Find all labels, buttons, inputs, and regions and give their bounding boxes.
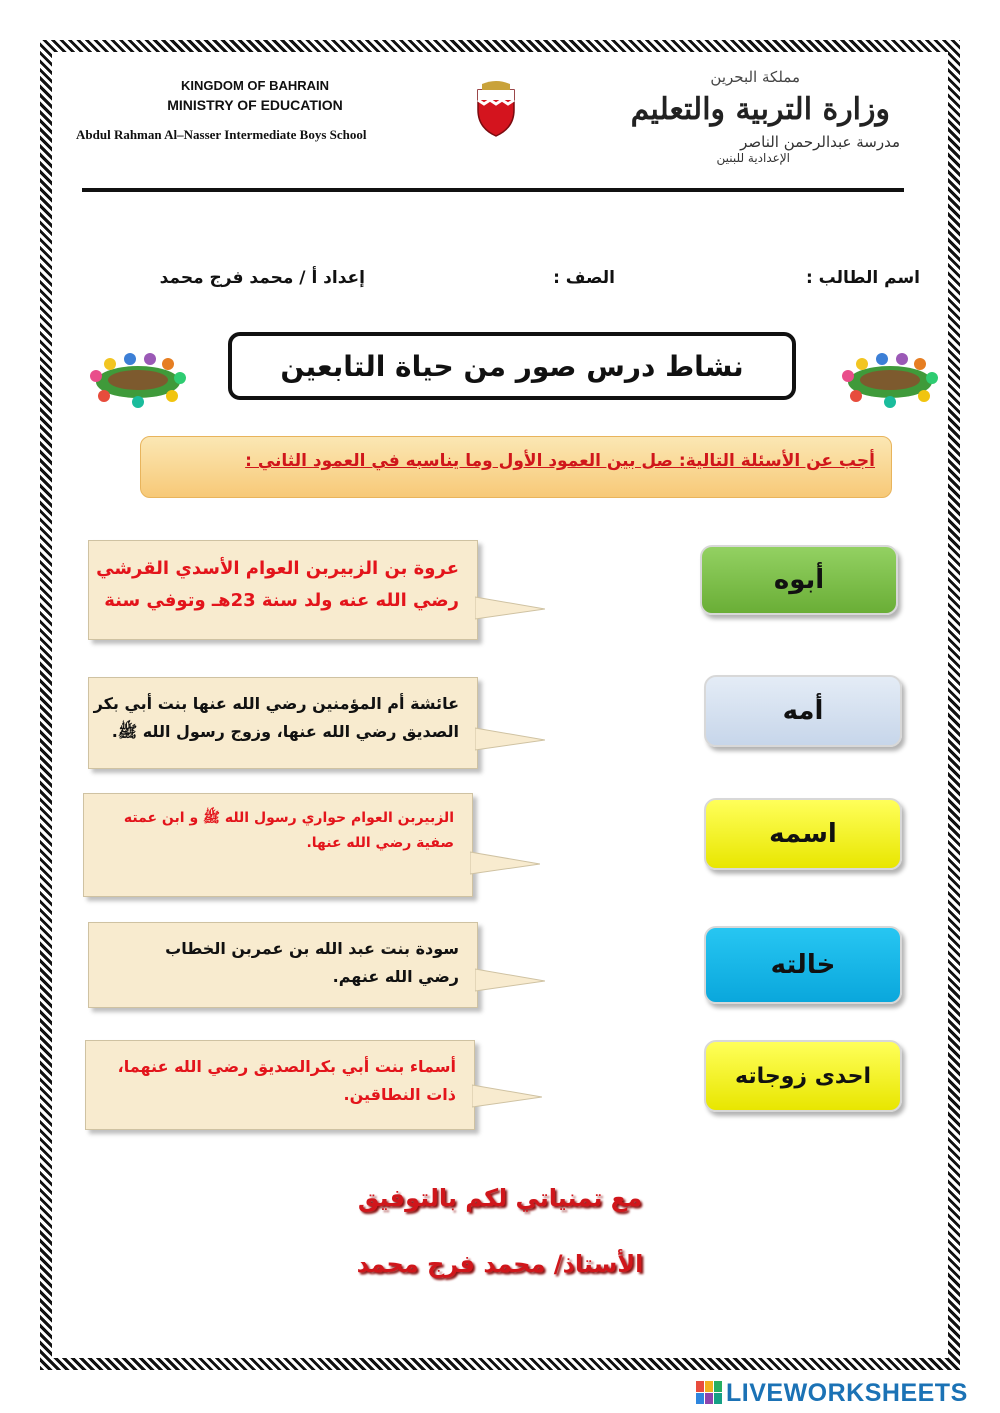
liveworksheets-text: LIVEWORKSHEETS <box>726 1378 968 1407</box>
liveworksheets-watermark <box>696 1376 996 1410</box>
statement-line: رضي الله عنهم. <box>332 967 459 986</box>
kingdom-ar: مملكة البحرين <box>710 68 800 86</box>
instruction-text: أجب عن الأسئلة التالية: صل بين العمود الأول وما يناسبه في العمود الثاني : <box>245 451 875 471</box>
worksheet-title: نشاط درس صور من حياة التابعين <box>280 349 744 383</box>
round-table-illustration-icon <box>80 350 196 410</box>
statement-line: ذات النطاقين. <box>343 1085 456 1104</box>
student-name-label: اسم الطالب : <box>805 268 920 288</box>
answer-name-button[interactable]: اسمه <box>704 798 902 870</box>
callout-tail-icon <box>475 593 545 623</box>
statement-line: الزبيربن العوام حواري رسول الله ﷺ و ابن عمته <box>123 810 454 826</box>
header-english <box>70 78 440 143</box>
instruction-banner <box>140 436 892 498</box>
liveworksheets-logo-icon <box>696 1381 722 1405</box>
statement-bubble-2[interactable] <box>88 677 478 769</box>
school-name-en: Abdul Rahman Al–Nasser Intermediate Boys School <box>76 127 367 142</box>
statement-line: صفية رضي الله عنها. <box>306 834 454 851</box>
header-arabic <box>590 68 910 165</box>
answer-wife-button[interactable]: احدى زوجاته <box>704 1040 902 1112</box>
statement-line: الصديق رضي الله عنها، وزوج رسول الله ﷺ. <box>111 722 459 741</box>
callout-tail-icon <box>470 848 540 878</box>
header-divider <box>82 188 904 192</box>
statement-bubble-5[interactable] <box>85 1040 475 1130</box>
footer-wish: مع تمنياتي لكم بالتوفيق <box>357 1184 643 1212</box>
answer-father-button[interactable]: أبوه <box>700 545 898 615</box>
statement-line: عروة بن الزبيربن العوام الأسدي القرشي <box>96 558 459 579</box>
footer-teacher: الأستاذ/ محمد فرج محمد <box>356 1250 644 1278</box>
statement-bubble-1[interactable] <box>88 540 478 640</box>
class-label: الصف : <box>553 268 615 288</box>
statement-line: عائشة أم المؤمنين رضي الله عنها بنت أبي بكر <box>93 694 459 713</box>
answer-mother-button[interactable]: أمه <box>704 675 902 747</box>
statement-bubble-3[interactable] <box>83 793 473 897</box>
statement-line: سودة بنت عبد الله بن عمربن الخطاب <box>165 939 459 958</box>
callout-tail-icon <box>475 965 545 995</box>
ministry-label: MINISTRY OF EDUCATION <box>167 97 343 113</box>
school-ar: مدرسة عبدالرحمن الناصر <box>740 133 900 151</box>
school-ar-sub: الإعدادية للبنين <box>716 151 790 165</box>
statement-bubble-4[interactable] <box>88 922 478 1008</box>
student-info-row <box>90 268 920 298</box>
kingdom-label: KINGDOM OF BAHRAIN <box>180 78 330 93</box>
bahrain-emblem-icon <box>472 80 520 138</box>
prepared-by-label: إعداد أ / محمد فرج محمد <box>159 268 365 288</box>
callout-tail-icon <box>475 724 545 754</box>
worksheet-title-box <box>228 332 796 400</box>
answer-aunt-button[interactable]: خالته <box>704 926 902 1004</box>
round-table-illustration-icon <box>832 350 948 410</box>
callout-tail-icon <box>472 1081 542 1111</box>
statement-line: رضي الله عنه ولد سنة 23هـ وتوفي سنة <box>104 589 459 611</box>
ministry-ar: وزارة التربية والتعليم <box>630 92 890 127</box>
statement-line: أسماء بنت أبي بكرالصديق رضي الله عنهما، <box>117 1057 456 1076</box>
